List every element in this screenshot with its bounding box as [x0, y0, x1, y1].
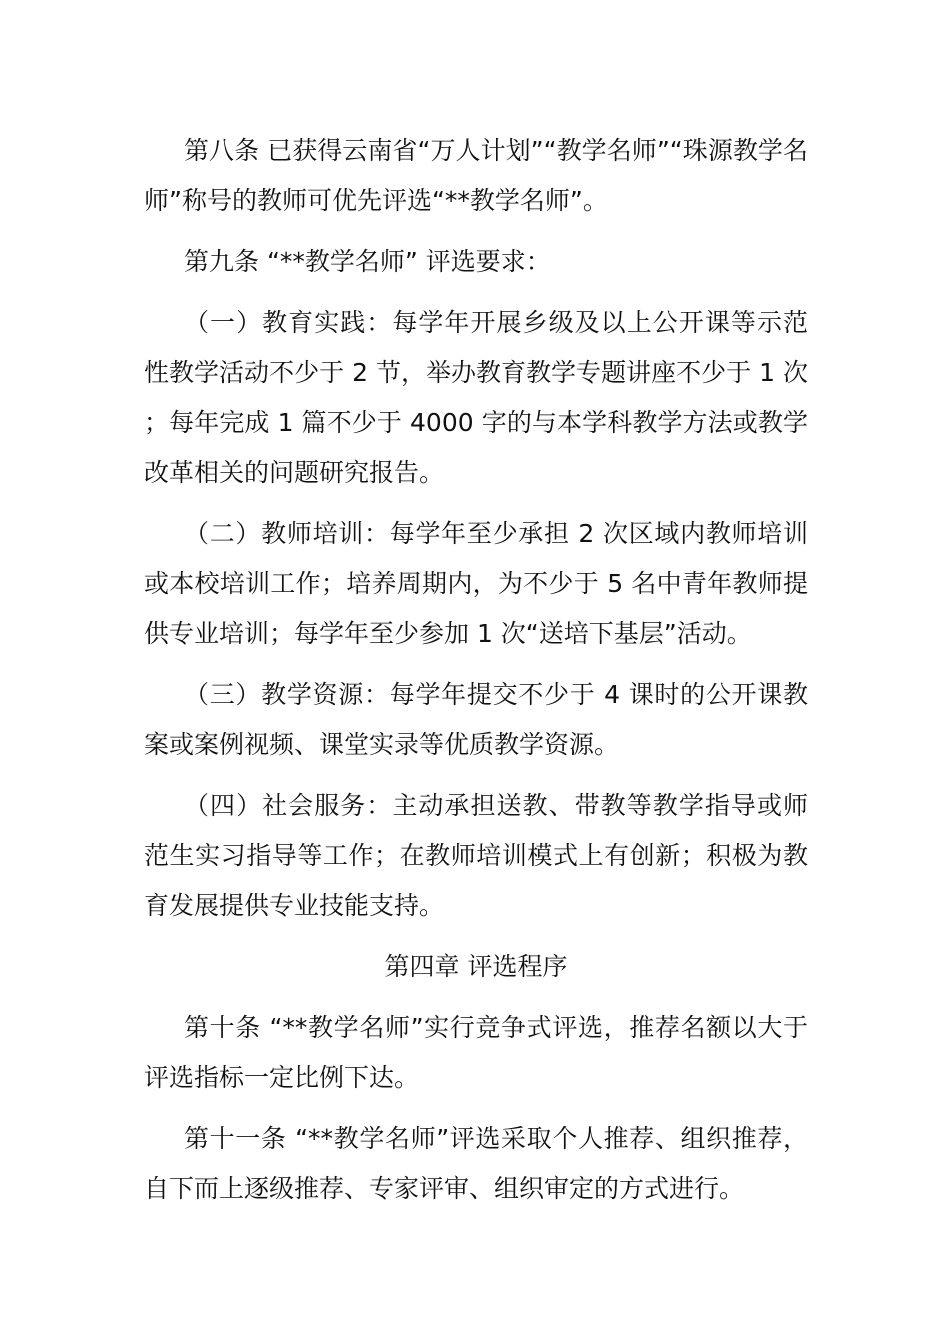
article-10: 第十条 “**教学名师”实行竞争式评选，推荐名额以大于评选指标一定比例下达。	[144, 1013, 808, 1092]
chapter-4-heading: 第四章 评选程序	[384, 952, 568, 981]
document-body	[144, 126, 808, 1225]
article-9-item-2: （二）教师培训：每学年至少承担 2 次区域内教师培训或本校培训工作；培养周期内，为不少于 5 名中青年教师提供专业培训；每学年至少参加 1 次“送培下基层”活动。	[144, 519, 808, 648]
article-9-item-3: （三）教学资源：每学年提交不少于 4 课时的公开课教案或案例视频、课堂实录等优质教学资源。	[144, 680, 808, 759]
article-9: 第九条 “**教学名师” 评选要求：	[184, 247, 551, 276]
article-9-item-4: （四）社会服务：主动承担送教、带教等教学指导或师范生实习指导等工作；在教师培训模式上有创新；积极为教育发展提供专业技能支持。	[144, 791, 808, 920]
article-8: 第八条 已获得云南省“万人计划”“教学名师”“珠源教学名师”称号的教师可优先评选“**教学名师”。	[144, 136, 808, 215]
article-9-item-1: （一）教育实践：每学年开展乡级及以上公开课等示范性教学活动不少于 2 节，举办教育教学专题讲座不少于 1 次；每年完成 1 篇不少于 4000 字的与本学科教学方法或教学改革相关的问题研究报告。	[144, 308, 808, 487]
article-11: 第十一条 “**教学名师”评选采取个人推荐、组织推荐，自下而上逐级推荐、专家评审、组织审定的方式进行。	[144, 1124, 808, 1203]
